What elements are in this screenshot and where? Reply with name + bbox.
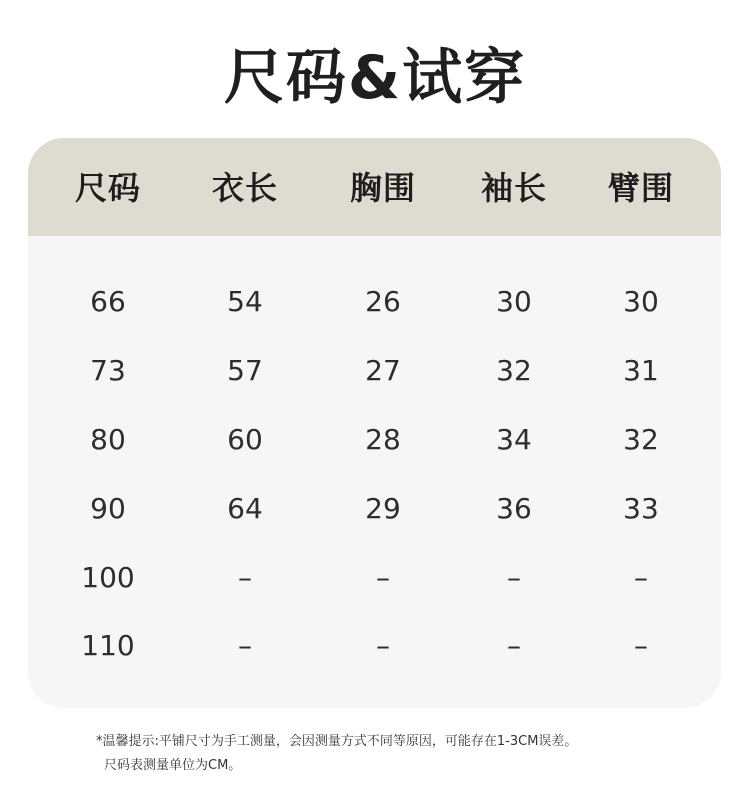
table-cell: – [376, 629, 390, 662]
table-cell: 80 [90, 423, 126, 456]
table-cell: 28 [365, 423, 401, 456]
table-cell: 66 [90, 285, 126, 318]
column-header-size: 尺码 [74, 169, 141, 207]
table-cell: 54 [227, 285, 263, 318]
table-cell: 110 [81, 629, 135, 662]
footnote-line-1: *温馨提示:平铺尺寸为手工测量，会因测量方式不同等原因，可能存在1-3CM误差。 [96, 734, 578, 749]
table-cell: 26 [365, 285, 401, 318]
table-cell: – [238, 629, 252, 662]
column-header-sleeve: 袖长 [480, 169, 547, 207]
table-cell: 34 [496, 423, 532, 456]
table-row [28, 410, 721, 470]
column-header-chest: 胸围 [349, 169, 416, 207]
table-cell: 30 [623, 285, 659, 318]
table-cell: 60 [227, 423, 263, 456]
table-cell: – [634, 561, 648, 594]
table-cell: – [507, 629, 521, 662]
table-cell: 29 [365, 492, 401, 525]
table-row [28, 616, 721, 676]
table-row [28, 479, 721, 539]
footnote-line-2: 尺码表测量单位为CM。 [104, 758, 242, 773]
table-cell: 57 [227, 354, 263, 387]
page-title: 尺码&试穿 [223, 43, 527, 113]
table-cell: – [376, 561, 390, 594]
table-cell: 32 [496, 354, 532, 387]
table-row [28, 272, 721, 332]
column-header-arm: 臂围 [607, 169, 674, 207]
column-header-length: 衣长 [211, 169, 278, 207]
size-chart-table [28, 138, 721, 708]
table-cell: – [634, 629, 648, 662]
table-cell: 30 [496, 285, 532, 318]
table-cell: 73 [90, 354, 126, 387]
table-cell: 36 [496, 492, 532, 525]
table-cell: 33 [623, 492, 659, 525]
table-cell: 32 [623, 423, 659, 456]
table-cell: – [238, 561, 252, 594]
footnote [96, 730, 736, 778]
table-cell: 64 [227, 492, 263, 525]
table-cell: – [507, 561, 521, 594]
table-row [28, 341, 721, 401]
table-header [28, 138, 721, 236]
table-cell: 90 [90, 492, 126, 525]
table-cell: 100 [81, 561, 135, 594]
table-row [28, 548, 721, 608]
table-cell: 27 [365, 354, 401, 387]
table-cell: 31 [623, 354, 659, 387]
